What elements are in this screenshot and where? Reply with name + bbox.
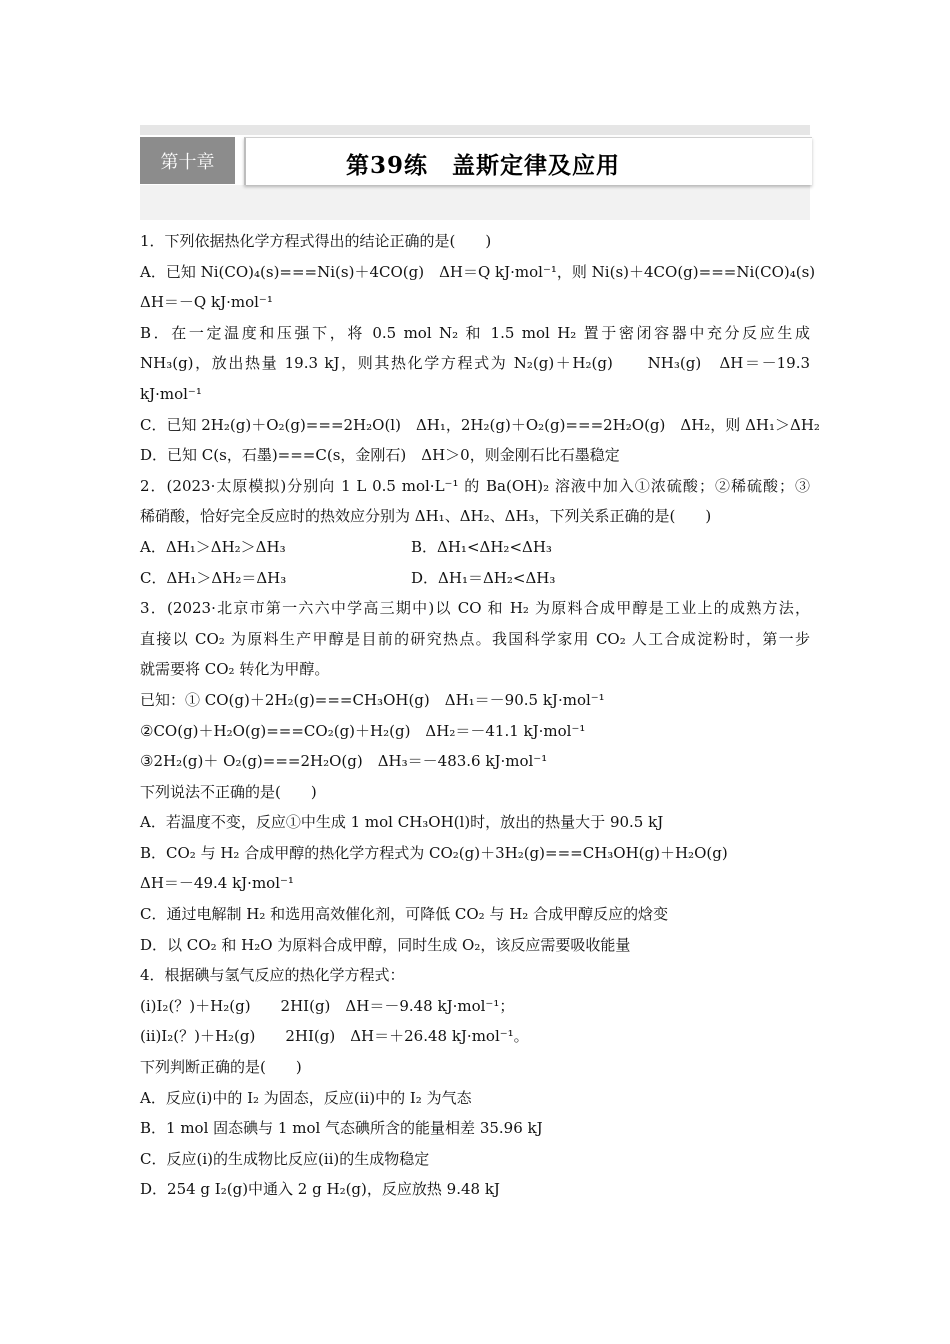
q3-stem-cont2: 就需要将 CO₂ 转化为甲醇。 xyxy=(140,660,330,679)
q3-eq2: ②CO(g)＋H₂O(g)===CO₂(g)＋H₂(g) ΔH₂＝－41.1 kJ·mol⁻¹ xyxy=(140,721,586,740)
q3-option-b-cont: ΔH＝－49.4 kJ·mol⁻¹ xyxy=(140,874,294,893)
q1-option-b-cont2: kJ·mol⁻¹ xyxy=(140,384,202,403)
q3-eq1: 已知：① CO(g)＋2H₂(g)===CH₃OH(g) ΔH₁＝－90.5 kJ·mol⁻¹ xyxy=(140,690,605,709)
q3-option-b: B．CO₂ 与 H₂ 合成甲醇的热化学方程式为 CO₂(g)＋3H₂(g)===CH₃OH(g)＋H₂O(g) xyxy=(140,843,728,862)
option-left: A．ΔH₁＞ΔH₂＞ΔH₃ xyxy=(140,537,286,556)
q4-option-b: B．1 mol 固态碘与 1 mol 气态碘所含的能量相差 35.96 kJ xyxy=(140,1119,543,1138)
q1-option-b: B．在一定温度和压强下，将 0.5 mol N₂ 和 1.5 mol H₂ 置于密闭容器中充分反应生成 xyxy=(140,323,810,342)
option-left: C．ΔH₁＞ΔH₂＝ΔH₃ xyxy=(140,568,287,587)
q4-option-c: C．反应(ⅰ)的生成物比反应(ⅱ)的生成物稳定 xyxy=(140,1149,430,1168)
q2-stem-cont: 稀硝酸，恰好完全反应时的热效应分别为 ΔH₁、ΔH₂、ΔH₃，下列关系正确的是( ) xyxy=(140,507,712,526)
q4-option-d: D．254 g I₂(g)中通入 2 g H₂(g)，反应放热 9.48 kJ xyxy=(140,1180,500,1199)
q1-option-d: D．已知 C(s，石墨)===C(s，金刚石) ΔH＞0，则金刚石比石墨稳定 xyxy=(140,446,620,465)
q4-option-a: A．反应(ⅰ)中的 I₂ 为固态，反应(ⅱ)中的 I₂ 为气态 xyxy=(140,1088,472,1107)
q1-option-c: C．已知 2H₂(g)＋O₂(g)===2H₂O(l) ΔH₁，2H₂(g)＋O₂(g)===2H₂O(g) ΔH₂，则 ΔH₁＞ΔH₂ xyxy=(140,415,820,434)
q1-option-a-cont: ΔH＝－Q kJ·mol⁻¹ xyxy=(140,293,273,312)
option-right: D．ΔH₁＝ΔH₂<ΔH₃ xyxy=(411,568,556,587)
chapter-label: 第十章 xyxy=(140,137,235,184)
q2-options-ab xyxy=(140,532,810,563)
question-content xyxy=(140,226,820,1205)
q3-eq3: ③2H₂(g)＋ O₂(g)===2H₂O(g) ΔH₃＝－483.6 kJ·mol⁻¹ xyxy=(140,752,548,771)
q3-option-a: A．若温度不变，反应①中生成 1 mol CH₃OH(l)时，放出的热量大于 90.5 kJ xyxy=(140,813,664,832)
q4-stem: 4．根据碘与氢气反应的热化学方程式： xyxy=(140,966,405,985)
q3-option-d: D．以 CO₂ 和 H₂O 为原料合成甲醇，同时生成 O₂，该反应需要吸收能量 xyxy=(140,935,631,954)
q1-option-a: A．已知 Ni(CO)₄(s)===Ni(s)＋4CO(g) ΔH＝Q kJ·mol⁻¹，则 Ni(s)＋4CO(g)===Ni(CO)₄(s) xyxy=(140,262,816,281)
q1-option-b-cont: NH₃(g)，放出热量 19.3 kJ，则其热化学方程式为 N₂(g)＋H₂(g) NH₃(g) ΔH＝－19.3 xyxy=(140,354,810,373)
q4-eq2: (ⅱ)I₂(？)＋H₂(g) 2HI(g) ΔH＝＋26.48 kJ·mol⁻¹。 xyxy=(140,1027,529,1046)
q3-question: 下列说法不正确的是( ) xyxy=(140,782,317,801)
q3-stem: 3．(2023·北京市第一六六中学高三期中)以 CO 和 H₂ 为原料合成甲醇是工业上的成熟方法， xyxy=(140,599,810,618)
q2-stem: 2．(2023·太原模拟)分别向 1 L 0.5 mol·L⁻¹ 的 Ba(OH)₂ 溶液中加入①浓硫酸；②稀硫酸；③ xyxy=(140,476,810,495)
q1-stem: 1．下列依据热化学方程式得出的结论正确的是( ) xyxy=(140,232,492,250)
q3-stem-cont: 直接以 CO₂ 为原料生产甲醇是目前的研究热点。我国科学家用 CO₂ 人工合成淀粉时，第一步 xyxy=(140,629,810,648)
q4-eq1: (ⅰ)I₂(？)＋H₂(g) 2HI(g) ΔH＝－9.48 kJ·mol⁻¹； xyxy=(140,996,515,1015)
q2-options-cd xyxy=(140,563,810,594)
title-box xyxy=(244,137,812,185)
q4-question: 下列判断正确的是( ) xyxy=(140,1058,302,1077)
option-right: B．ΔH₁<ΔH₂<ΔH₃ xyxy=(411,537,552,556)
page-title: 第39练 盖斯定律及应用 xyxy=(346,152,621,179)
q3-option-c: C．通过电解制 H₂ 和选用高效催化剂，可降低 CO₂ 与 H₂ 合成甲醇反应的焓变 xyxy=(140,905,669,924)
